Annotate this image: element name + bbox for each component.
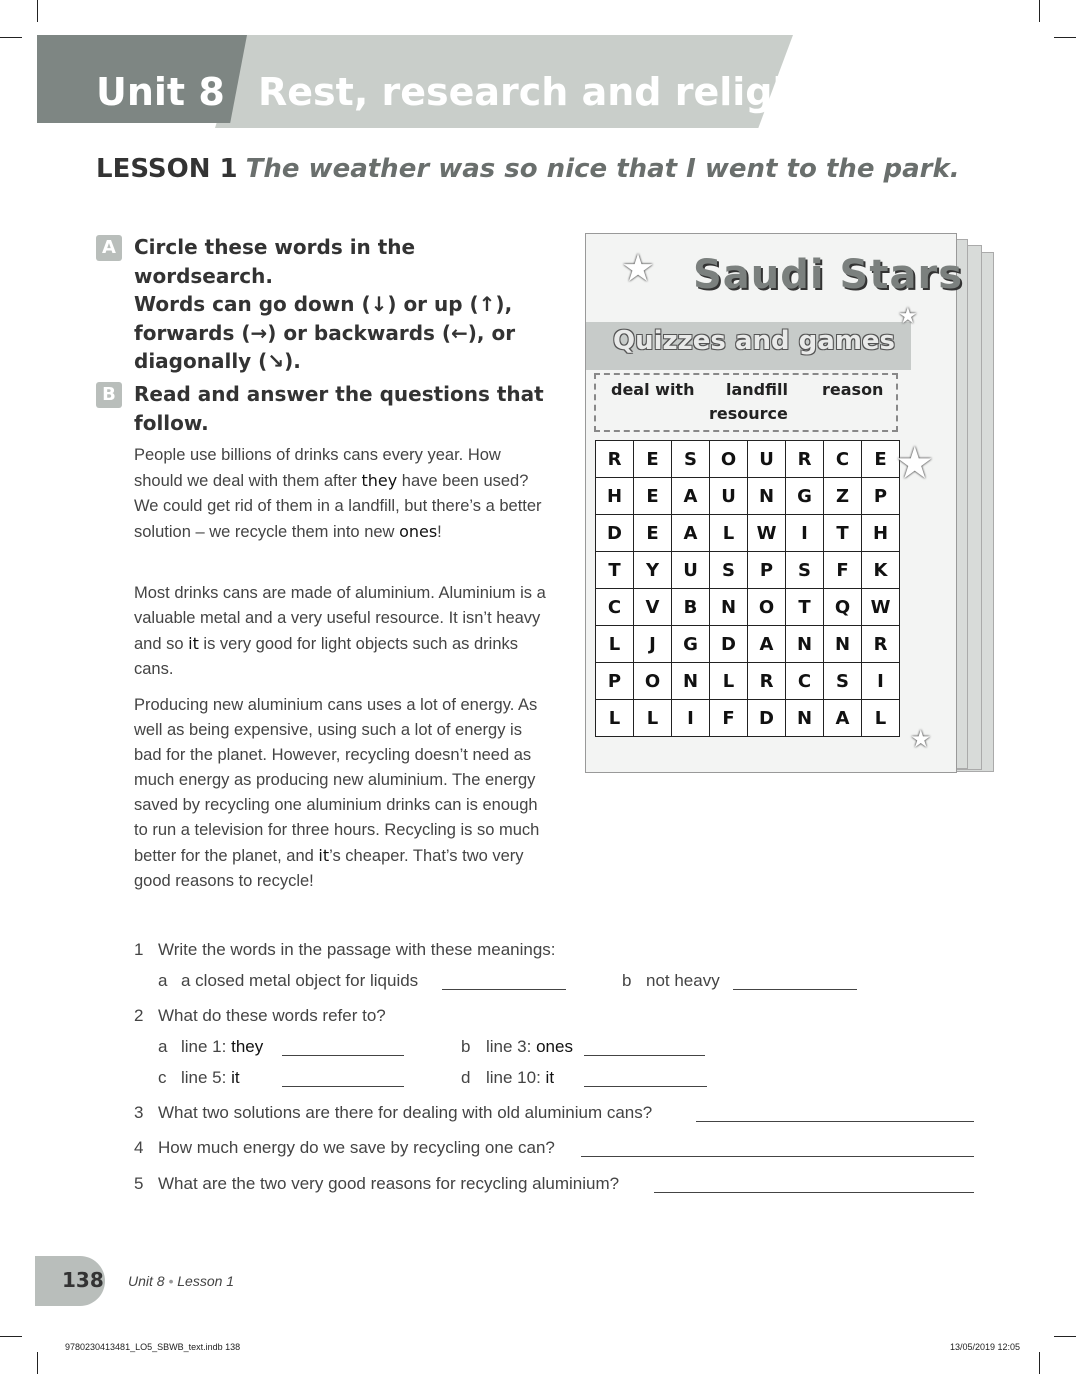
grid-cell[interactable]: I — [862, 663, 900, 700]
question-number: 5 — [134, 1174, 144, 1193]
grid-cell[interactable]: T — [786, 589, 824, 626]
grid-cell[interactable]: T — [824, 515, 862, 552]
item-letter: b — [622, 971, 632, 990]
print-date: 13/05/2019 12:05 — [950, 1342, 1021, 1352]
grid-row — [596, 515, 900, 552]
grid-cell[interactable]: N — [748, 478, 786, 515]
question-5-text: What are the two very good reasons for recycling aluminium? — [158, 1174, 620, 1193]
grid-cell[interactable]: K — [862, 552, 900, 589]
grid-cell[interactable]: H — [862, 515, 900, 552]
grid-cell[interactable]: J — [634, 626, 672, 663]
passage-paragraph-3: Producing new aluminium cans uses a lot of energy. As well as being expensive, using such a lot of energy is bad for the planet. However, recycling doesn’t need as much energy as producing new aluminium. The energy saved by recycling one aluminium drinks can is enough to run a television for three hours. Recycling is so much better for the planet, and it’s cheaper. That’s two very good reasons to recycle! — [134, 696, 540, 890]
grid-cell[interactable]: F — [824, 552, 862, 589]
grid-cell[interactable]: P — [748, 552, 786, 589]
q1a-text: a closed metal object for liquids — [181, 971, 419, 990]
question-number: 4 — [134, 1138, 144, 1157]
grid-cell[interactable]: U — [748, 441, 786, 478]
answer-line[interactable] — [282, 1054, 404, 1056]
magazine-title: Saudi Stars — [693, 252, 964, 298]
grid-cell[interactable]: S — [786, 552, 824, 589]
grid-row — [596, 478, 900, 515]
question-number: 1 — [134, 940, 144, 959]
instruction-line: diagonally (↘). — [134, 349, 301, 373]
grid-row — [596, 700, 900, 737]
item-letter: d — [461, 1068, 471, 1087]
lesson-label: LESSON 1 — [96, 154, 238, 184]
section-a-instruction — [134, 233, 554, 376]
instruction-line: Words can go down (↓) or up (↑), — [134, 292, 513, 316]
crop-mark — [37, 0, 38, 22]
item-letter: a — [158, 971, 168, 990]
star-icon: ★ — [910, 725, 932, 753]
question-4-text: How much energy do we save by recycling one can? — [158, 1138, 555, 1157]
crop-mark — [1039, 1352, 1040, 1374]
grid-cell[interactable]: D — [710, 626, 748, 663]
grid-cell[interactable]: E — [634, 515, 672, 552]
section-b-badge: B — [96, 382, 122, 408]
instruction-line: forwards (→) or backwards (←), or — [134, 320, 516, 345]
lesson-heading — [96, 154, 960, 184]
grid-cell[interactable]: O — [634, 663, 672, 700]
grid-row — [596, 441, 900, 478]
answer-line[interactable] — [654, 1191, 974, 1193]
grid-cell[interactable]: A — [824, 700, 862, 737]
q2d-text: line 10: it — [486, 1068, 555, 1087]
grid-cell[interactable]: S — [824, 663, 862, 700]
grid-cell[interactable]: A — [672, 478, 710, 515]
answer-line[interactable] — [733, 988, 857, 990]
quiz-title: Quizzes and games — [613, 326, 896, 356]
grid-cell[interactable]: N — [786, 626, 824, 663]
passage-paragraph-1: People use billions of drinks cans every year. How should we deal with them after they have been used? We could get rid of them in a landfill, but there’s a better solution – we recycle them into new ones! — [134, 446, 542, 541]
question-3-text: What two solutions are there for dealing with old aluminium cans? — [158, 1103, 653, 1122]
star-icon: ★ — [898, 304, 918, 329]
answer-line[interactable] — [282, 1085, 404, 1087]
crop-mark — [1054, 1336, 1076, 1337]
grid-cell[interactable]: I — [786, 515, 824, 552]
grid-cell[interactable]: D — [748, 700, 786, 737]
grid-cell[interactable]: T — [596, 552, 634, 589]
grid-cell[interactable]: E — [862, 441, 900, 478]
item-letter: a — [158, 1037, 168, 1056]
question-2-text: What do these words refer to? — [158, 1006, 386, 1025]
grid-cell[interactable]: L — [710, 515, 748, 552]
grid-cell[interactable]: O — [748, 589, 786, 626]
star-icon: ★ — [621, 246, 656, 290]
grid-cell[interactable]: L — [634, 700, 672, 737]
q2a-text: line 1: they — [181, 1037, 264, 1056]
grid-cell[interactable]: L — [596, 700, 634, 737]
grid-cell[interactable]: N — [672, 663, 710, 700]
unit-number: Unit 8 — [96, 70, 225, 114]
unit-title: Rest, research and religion — [258, 70, 839, 114]
crop-mark — [1039, 0, 1040, 22]
section-b-instruction — [134, 380, 554, 437]
grid-cell[interactable]: L — [862, 700, 900, 737]
grid-cell[interactable]: C — [596, 589, 634, 626]
grid-cell[interactable]: C — [824, 441, 862, 478]
question-number: 3 — [134, 1103, 144, 1122]
crop-mark — [1054, 37, 1076, 38]
answer-line[interactable] — [442, 988, 566, 990]
crop-mark — [0, 1336, 22, 1337]
item-letter: c — [158, 1068, 167, 1087]
word-list-item: reason — [822, 380, 884, 399]
grid-cell[interactable]: R — [748, 663, 786, 700]
grid-cell[interactable]: D — [596, 515, 634, 552]
lesson-title: The weather was so nice that I went to the park. — [245, 154, 960, 184]
word-list-item: resource — [709, 404, 788, 423]
grid-cell[interactable]: R — [786, 441, 824, 478]
grid-cell[interactable]: W — [862, 589, 900, 626]
grid-cell[interactable]: N — [824, 626, 862, 663]
grid-cell[interactable]: F — [710, 700, 748, 737]
grid-row — [596, 663, 900, 700]
grid-cell[interactable]: B — [672, 589, 710, 626]
grid-cell[interactable]: O — [710, 441, 748, 478]
answer-line[interactable] — [584, 1054, 705, 1056]
footer-label: Unit 8 • Lesson 1 — [128, 1273, 235, 1289]
q1b-text: not heavy — [646, 971, 720, 990]
grid-cell[interactable]: H — [596, 478, 634, 515]
q2c-text: line 5: it — [181, 1068, 240, 1087]
grid-cell[interactable]: L — [596, 626, 634, 663]
grid-cell[interactable]: S — [710, 552, 748, 589]
grid-cell[interactable]: R — [862, 626, 900, 663]
instruction-line: follow. — [134, 410, 209, 435]
question-1-text: Write the words in the passage with these meanings: — [158, 940, 556, 959]
page-number: 138 — [62, 1268, 104, 1292]
grid-cell[interactable]: N — [710, 589, 748, 626]
grid-cell[interactable]: Y — [634, 552, 672, 589]
word-list-item: deal with — [611, 380, 695, 399]
grid-cell[interactable]: G — [786, 478, 824, 515]
grid-cell[interactable]: A — [672, 515, 710, 552]
answer-line[interactable] — [696, 1120, 974, 1122]
grid-row — [596, 626, 900, 663]
grid-cell[interactable]: I — [672, 700, 710, 737]
question-number: 2 — [134, 1006, 144, 1025]
grid-cell[interactable]: N — [786, 700, 824, 737]
grid-cell[interactable]: W — [748, 515, 786, 552]
print-slug: 9780230413481_LO5_SBWB_text.indb 138 — [65, 1342, 241, 1352]
crop-mark — [37, 1352, 38, 1374]
grid-cell[interactable]: C — [786, 663, 824, 700]
grid-cell[interactable]: E — [634, 441, 672, 478]
grid-cell[interactable]: A — [748, 626, 786, 663]
wordsearch-grid — [595, 440, 900, 737]
word-list-item: landfill — [726, 380, 788, 399]
answer-line[interactable] — [584, 1085, 707, 1087]
item-letter: b — [461, 1037, 471, 1056]
passage-paragraph-2: Most drinks cans are made of aluminium. Aluminium is a valuable metal and a very useful resource. It isn’t heavy and so it is very good for light objects such as drinks cans. — [134, 584, 546, 678]
answer-line[interactable] — [581, 1155, 974, 1157]
grid-row — [596, 552, 900, 589]
grid-cell[interactable]: L — [710, 663, 748, 700]
grid-cell[interactable]: P — [862, 478, 900, 515]
instruction-line: Circle these words in the wordsearch. — [134, 235, 416, 288]
grid-cell[interactable]: U — [672, 552, 710, 589]
instruction-line: Read and answer the questions that — [134, 382, 544, 406]
grid-cell[interactable]: Q — [824, 589, 862, 626]
grid-cell[interactable]: R — [596, 441, 634, 478]
grid-cell[interactable]: G — [672, 626, 710, 663]
q2b-text: line 3: ones — [486, 1037, 573, 1056]
crop-mark — [0, 37, 22, 38]
grid-cell[interactable]: Z — [824, 478, 862, 515]
grid-cell[interactable]: E — [634, 478, 672, 515]
section-a-badge: A — [96, 235, 122, 261]
grid-cell[interactable]: U — [710, 478, 748, 515]
star-icon: ★ — [895, 438, 935, 489]
grid-cell[interactable]: S — [672, 441, 710, 478]
grid-row — [596, 589, 900, 626]
grid-cell[interactable]: P — [596, 663, 634, 700]
grid-cell[interactable]: V — [634, 589, 672, 626]
